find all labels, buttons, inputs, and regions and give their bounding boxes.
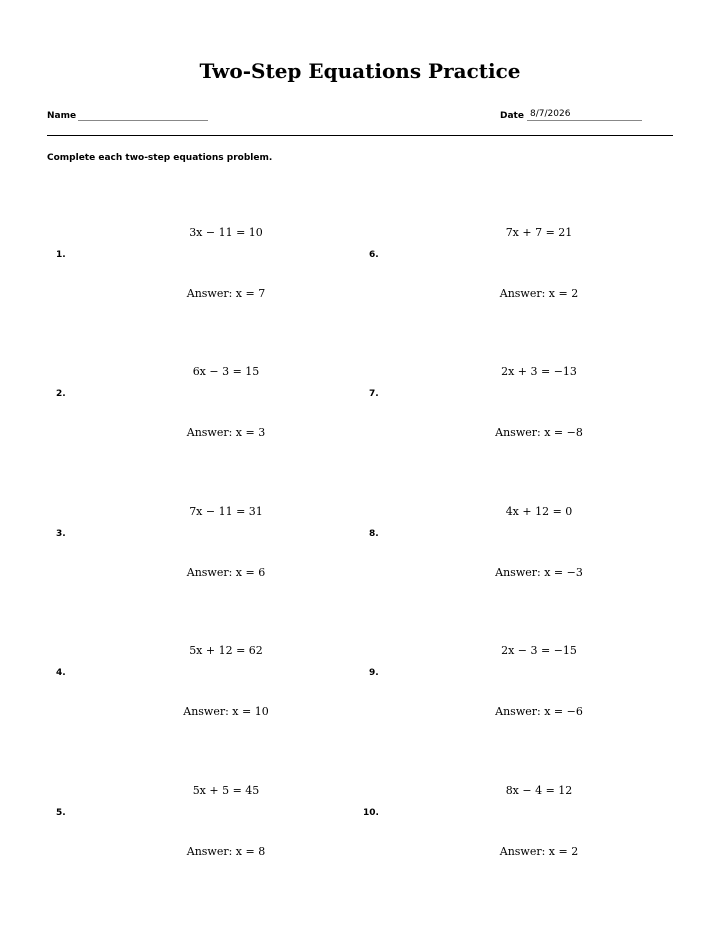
problem-number: 3. [56,529,66,539]
problem-answer: Answer: x = −8 [495,426,583,439]
problem-number: 1. [56,250,66,260]
problem-answer: Answer: x = 8 [186,845,266,858]
problem-answer: Answer: x = 6 [186,566,266,579]
problem-2 [56,365,356,455]
problem-equation: 5x + 5 = 45 [192,784,260,797]
name-label: Name [47,111,77,121]
problem-equation: 5x + 12 = 62 [189,644,263,657]
problem-4 [56,644,356,734]
problem-number: 5. [56,808,66,818]
problem-answer: Answer: x = 3 [186,426,266,439]
problem-3 [56,505,356,595]
problem-8 [369,505,669,595]
problem-number: 9. [369,668,379,678]
problem-9 [369,644,669,734]
problem-number: 4. [56,668,66,678]
problem-answer: Answer: x = −3 [495,566,583,579]
problem-6 [369,226,669,316]
problem-equation: 8x − 4 = 12 [505,784,573,797]
problem-number: 2. [56,389,66,399]
problem-5 [56,784,356,874]
problem-equation: 2x + 3 = −13 [501,365,577,378]
problem-number: 10. [363,808,379,818]
problem-equation: 3x − 11 = 10 [189,226,263,239]
date-label: Date [500,111,524,121]
problem-number: 6. [369,250,379,260]
problem-answer: Answer: x = 7 [186,287,266,300]
problem-7 [369,365,669,455]
date-value: 8/7/2026 [530,109,571,119]
worksheet-title: Two-Step Equations Practice [199,59,521,83]
problem-number: 8. [369,529,379,539]
problem-equation: 7x + 7 = 21 [505,226,573,239]
problem-equation: 2x − 3 = −15 [501,644,577,657]
problem-number: 7. [369,389,379,399]
problem-equation: 6x − 3 = 15 [192,365,260,378]
problem-equation: 7x − 11 = 31 [189,505,263,518]
problem-equation: 4x + 12 = 0 [505,505,573,518]
problem-1 [56,226,356,316]
problem-answer: Answer: x = 2 [499,287,579,300]
problem-answer: Answer: x = −6 [495,705,583,718]
problem-answer: Answer: x = 2 [499,845,579,858]
instructions: Complete each two-step equations problem. [47,153,273,163]
problem-answer: Answer: x = 10 [183,705,269,718]
problem-10 [363,784,663,874]
